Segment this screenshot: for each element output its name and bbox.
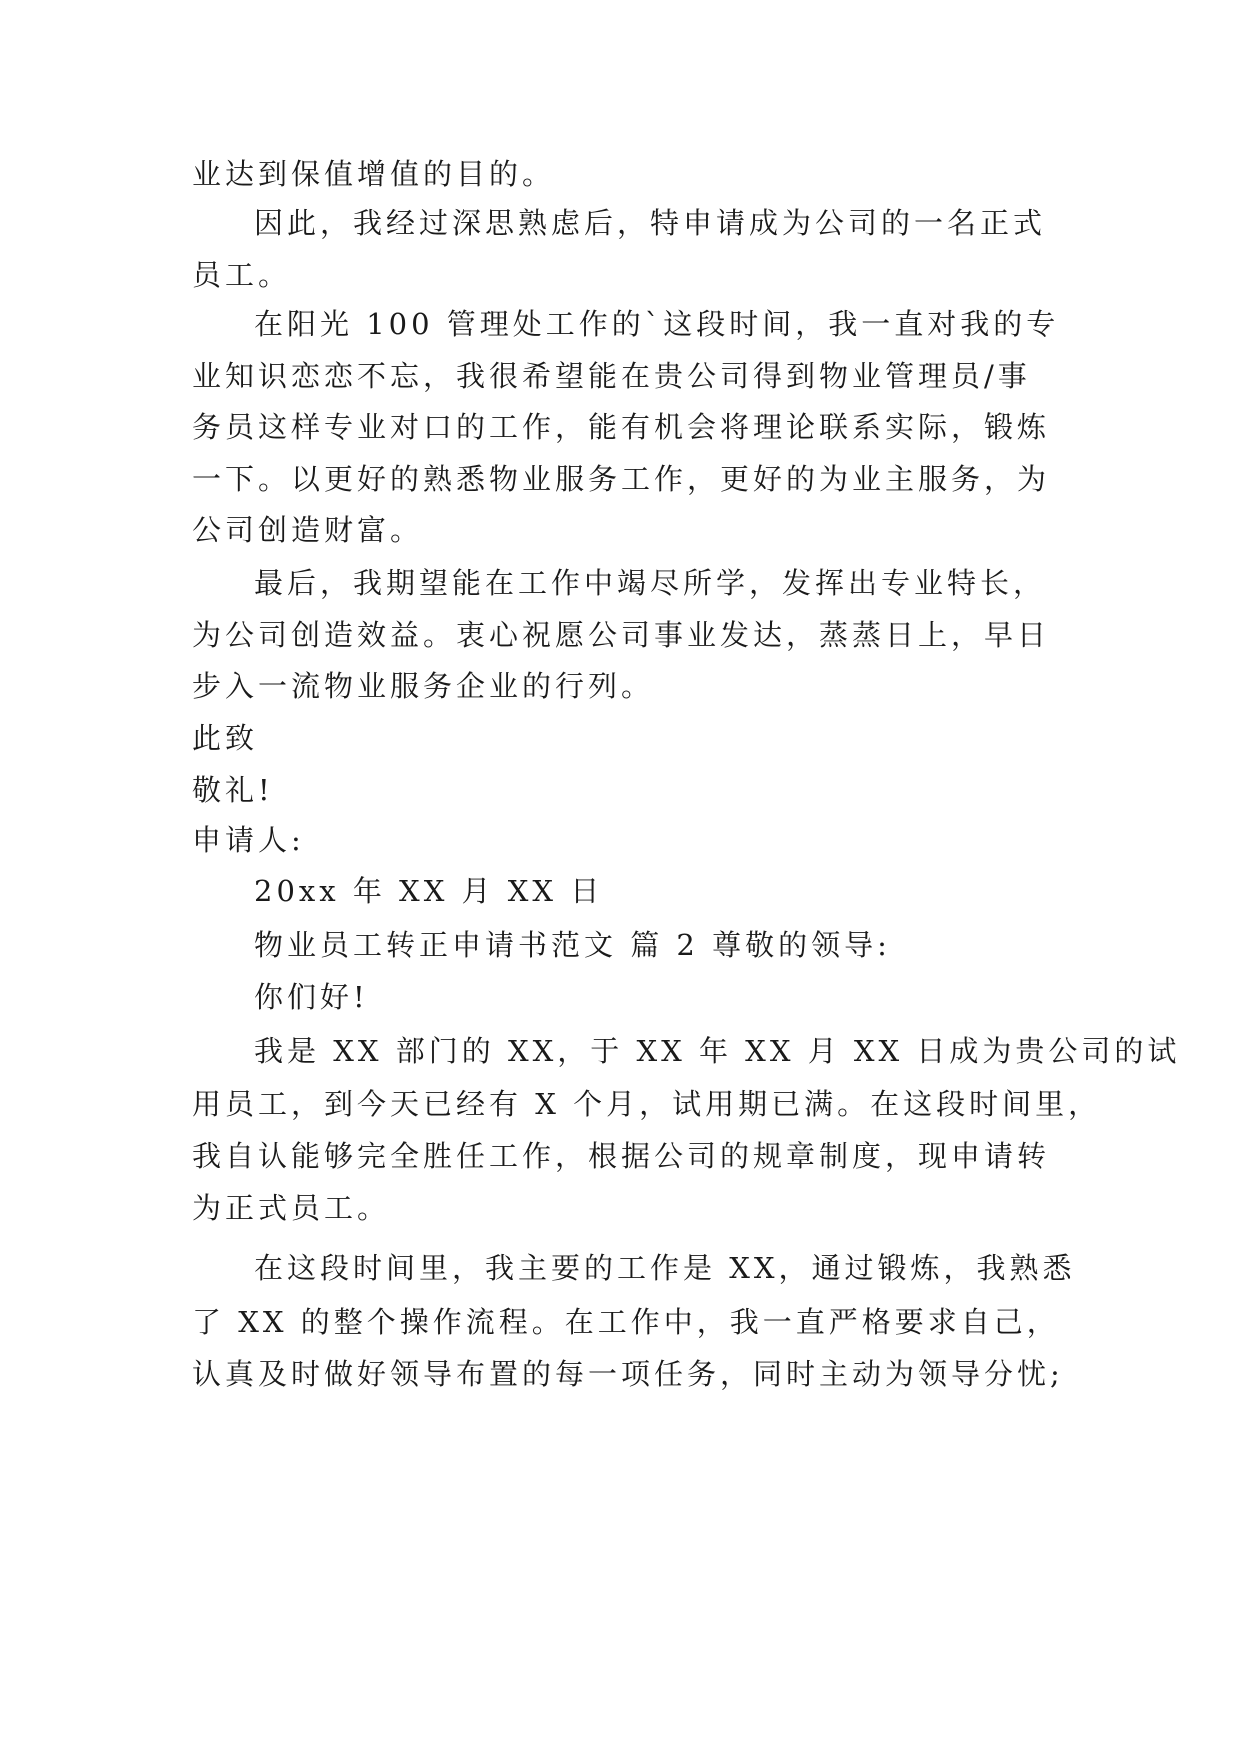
text-line: 步入一流物业服务企业的行列。 <box>192 669 655 703</box>
text-line: 认真及时做好领导布置的每一项任务，同时主动为领导分忧; <box>192 1357 1064 1391</box>
text-line: 务员这样专业对口的工作，能有机会将理论联系实际，锻炼 <box>192 410 1051 444</box>
closing-line: 此致 <box>192 721 259 755</box>
text-line: 一下。以更好的熟悉物业服务工作，更好的为业主服务，为 <box>192 462 1051 496</box>
text-line: 业知识恋恋不忘，我很希望能在贵公司得到物业管理员/事 <box>192 359 1031 393</box>
text-line: 用员工，到今天已经有 X 个月，试用期已满。在这段时间里， <box>192 1087 1102 1121</box>
text-line: 了 XX 的整个操作流程。在工作中，我一直严格要求自己， <box>192 1305 1060 1339</box>
text-line: 为正式员工。 <box>192 1191 391 1225</box>
text-line: 在这段时间里，我主要的工作是 XX，通过锻炼，我熟悉 <box>254 1251 1076 1285</box>
greeting-line: 你们好! <box>254 980 369 1014</box>
date-line: 20xx 年 XX 月 XX 日 <box>254 874 604 908</box>
text-line: 我自认能够完全胜任工作，根据公司的规章制度，现申请转 <box>192 1139 1051 1173</box>
text-line: 员工。 <box>192 258 292 292</box>
text-line: 为公司创造效益。衷心祝愿公司事业发达，蒸蒸日上，早日 <box>192 618 1051 652</box>
text-line: 我是 XX 部门的 XX，于 XX 年 XX 月 XX 日成为贵公司的试 <box>254 1034 1181 1068</box>
text-line: 在阳光 100 管理处工作的`这段时间，我一直对我的专 <box>254 307 1060 341</box>
text-line: 公司创造财富。 <box>192 513 424 547</box>
text-line: 最后，我期望能在工作中竭尽所学，发挥出专业特长， <box>254 566 1047 600</box>
text-line: 因此，我经过深思熟虑后，特申请成为公司的一名正式 <box>254 206 1047 240</box>
text-line: 业达到保值增值的目的。 <box>192 157 556 191</box>
section-heading: 物业员工转正申请书范文 篇 2 尊敬的领导: <box>254 928 891 962</box>
salutation-line: 敬礼! <box>192 773 274 807</box>
applicant-label: 申请人: <box>192 823 305 857</box>
